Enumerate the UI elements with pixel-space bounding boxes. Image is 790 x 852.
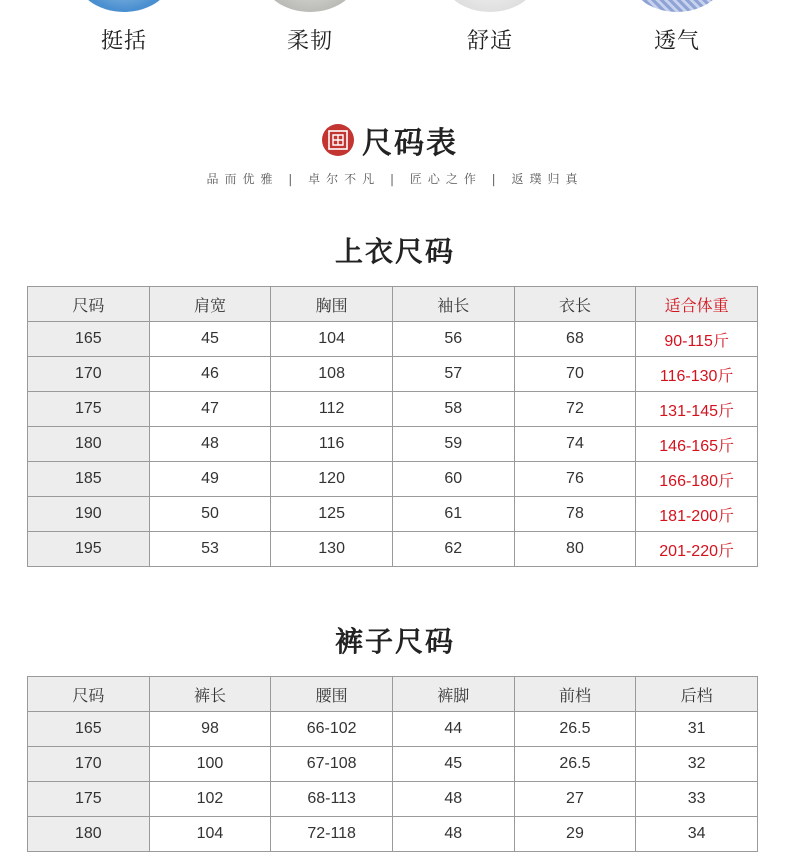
table-cell: 125 <box>271 497 393 532</box>
table-row <box>28 712 758 747</box>
table-cell: 70 <box>514 357 636 392</box>
table-cell: 26.5 <box>514 712 636 747</box>
table-cell: 102 <box>149 782 271 817</box>
feature-label: 柔韧 <box>286 29 333 54</box>
fabric-swatch-image <box>76 0 172 12</box>
table-cell: 26.5 <box>514 747 636 782</box>
table-cell: 53 <box>149 532 271 567</box>
table-cell: 146-165斤 <box>636 427 758 462</box>
table-cell: 68-113 <box>271 782 393 817</box>
shirt-size-table <box>27 286 758 567</box>
fabric-swatch-image <box>262 0 358 12</box>
table-cell: 59 <box>392 427 514 462</box>
column-header: 腰围 <box>271 677 393 712</box>
table-row <box>28 427 758 462</box>
table-cell: 74 <box>514 427 636 462</box>
table-cell: 50 <box>149 497 271 532</box>
table-cell: 165 <box>28 712 150 747</box>
table-row <box>28 497 758 532</box>
pants-size-title: 裤子尺码 <box>334 625 455 658</box>
table-cell: 48 <box>149 427 271 462</box>
table-cell: 32 <box>636 747 758 782</box>
table-cell: 44 <box>392 712 514 747</box>
table-cell: 120 <box>271 462 393 497</box>
table-cell: 170 <box>28 357 150 392</box>
table-cell: 201-220斤 <box>636 532 758 567</box>
table-row <box>28 817 758 852</box>
table-header-row <box>28 677 758 712</box>
table-cell: 46 <box>149 357 271 392</box>
table-cell: 130 <box>271 532 393 567</box>
table-cell: 29 <box>514 817 636 852</box>
table-header-row <box>28 287 758 322</box>
table-cell: 68 <box>514 322 636 357</box>
feature-label: 舒适 <box>466 29 513 54</box>
table-cell: 62 <box>392 532 514 567</box>
column-header: 后档 <box>636 677 758 712</box>
feature-breathable <box>607 0 747 60</box>
table-cell: 48 <box>392 817 514 852</box>
table-cell: 175 <box>28 782 150 817</box>
column-header: 尺码 <box>28 677 150 712</box>
table-cell: 60 <box>392 462 514 497</box>
table-cell: 34 <box>636 817 758 852</box>
column-header: 裤脚 <box>392 677 514 712</box>
table-cell: 166-180斤 <box>636 462 758 497</box>
table-cell: 76 <box>514 462 636 497</box>
table-cell: 180 <box>28 817 150 852</box>
column-header: 前档 <box>514 677 636 712</box>
fabric-swatch-image <box>442 0 538 12</box>
table-cell: 100 <box>149 747 271 782</box>
table-cell: 57 <box>392 357 514 392</box>
fabric-swatch-image <box>629 0 725 12</box>
table-cell: 165 <box>28 322 150 357</box>
table-cell: 131-145斤 <box>636 392 758 427</box>
table-cell: 47 <box>149 392 271 427</box>
table-cell: 108 <box>271 357 393 392</box>
column-header: 胸围 <box>271 287 393 322</box>
table-cell: 67-108 <box>271 747 393 782</box>
table-cell: 170 <box>28 747 150 782</box>
feature-label: 挺括 <box>100 29 147 54</box>
table-row <box>28 322 758 357</box>
column-header: 适合体重 <box>636 287 758 322</box>
table-cell: 90-115斤 <box>636 322 758 357</box>
table-cell: 56 <box>392 322 514 357</box>
table-cell: 49 <box>149 462 271 497</box>
table-row <box>28 357 758 392</box>
table-cell: 112 <box>271 392 393 427</box>
table-cell: 181-200斤 <box>636 497 758 532</box>
table-row <box>28 747 758 782</box>
table-cell: 116-130斤 <box>636 357 758 392</box>
pants-size-table <box>27 676 758 852</box>
column-header: 袖长 <box>392 287 514 322</box>
column-header: 裤长 <box>149 677 271 712</box>
table-row <box>28 532 758 567</box>
table-cell: 72 <box>514 392 636 427</box>
column-header: 肩宽 <box>149 287 271 322</box>
table-cell: 116 <box>271 427 393 462</box>
table-cell: 104 <box>271 322 393 357</box>
feature-label: 透气 <box>653 29 700 54</box>
table-cell: 175 <box>28 392 150 427</box>
table-cell: 33 <box>636 782 758 817</box>
table-cell: 48 <box>392 782 514 817</box>
feature-soft <box>240 0 380 60</box>
table-cell: 27 <box>514 782 636 817</box>
table-cell: 66-102 <box>271 712 393 747</box>
shirt-size-title: 上衣尺码 <box>334 235 455 268</box>
feature-stiff <box>54 0 194 60</box>
table-cell: 104 <box>149 817 271 852</box>
table-cell: 195 <box>28 532 150 567</box>
table-cell: 190 <box>28 497 150 532</box>
table-cell: 61 <box>392 497 514 532</box>
feature-comfort <box>420 0 560 60</box>
table-cell: 80 <box>514 532 636 567</box>
seal-icon <box>322 124 354 156</box>
table-cell: 98 <box>149 712 271 747</box>
table-cell: 45 <box>149 322 271 357</box>
brand-slogan: 品而优雅 | 卓尔不凡 | 匠心之作 | 返璞归真 <box>206 172 584 186</box>
table-cell: 31 <box>636 712 758 747</box>
table-cell: 72-118 <box>271 817 393 852</box>
table-cell: 78 <box>514 497 636 532</box>
size-chart-title: 尺码表 <box>362 126 458 161</box>
table-cell: 45 <box>392 747 514 782</box>
table-cell: 180 <box>28 427 150 462</box>
table-row <box>28 462 758 497</box>
table-row <box>28 782 758 817</box>
column-header: 尺码 <box>28 287 150 322</box>
table-row <box>28 392 758 427</box>
table-cell: 185 <box>28 462 150 497</box>
table-cell: 58 <box>392 392 514 427</box>
column-header: 衣长 <box>514 287 636 322</box>
